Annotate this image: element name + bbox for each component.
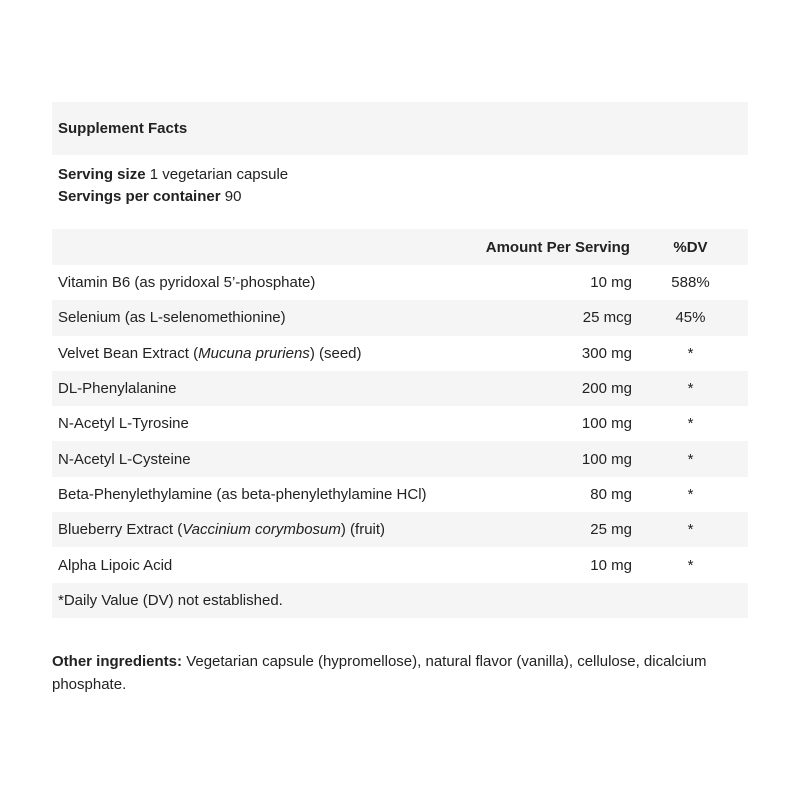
serving-size-label: Serving size — [58, 166, 146, 183]
table-row — [52, 336, 748, 371]
ingredient-amount-cell — [484, 406, 633, 441]
header-name — [52, 229, 484, 265]
ingredient-dv: * — [687, 344, 694, 362]
other-ingredients-text: Vegetarian capsule (hypromellose), natural flavor (vanilla), cellulose, dicalcium phosphate. — [52, 653, 707, 693]
table-row — [52, 477, 748, 512]
ingredient-name: DL-Phenylalanine — [58, 380, 177, 398]
ingredient-amount: 80 mg — [590, 485, 632, 503]
ingredient-amount-cell — [484, 477, 633, 512]
ingredient-name-prefix: Blueberry Extract ( — [58, 521, 183, 539]
ingredient-dv: * — [687, 521, 694, 539]
table-body — [52, 265, 748, 583]
other-ingredients — [52, 650, 752, 696]
ingredient-name: Vitamin B6 (as pyridoxal 5’-phosphate) — [58, 274, 316, 292]
header-amount — [484, 229, 633, 265]
ingredient-dv: 45% — [675, 309, 706, 327]
panel-title: Supplement Facts — [58, 120, 188, 137]
servings-per-container-label: Servings per container — [58, 188, 221, 205]
ingredient-latin-name: Mucuna pruriens — [198, 344, 310, 362]
ingredient-name — [52, 512, 484, 547]
supplement-facts-panel — [52, 102, 748, 618]
ingredient-amount-cell — [484, 547, 633, 582]
table-row — [52, 547, 748, 582]
ingredient-amount: 200 mg — [581, 380, 632, 398]
ingredient-dv: * — [687, 556, 694, 574]
ingredient-dv: 588% — [671, 274, 710, 292]
ingredient-dv: * — [687, 450, 694, 468]
ingredient-amount: 100 mg — [581, 415, 632, 433]
table-row — [52, 265, 748, 300]
ingredient-amount: 10 mg — [590, 556, 632, 574]
ingredient-amount-cell — [484, 265, 633, 300]
serving-size-value: 1 vegetarian capsule — [149, 166, 289, 183]
ingredient-dv: * — [687, 485, 694, 503]
header-dv: %DV — [673, 238, 708, 256]
footnote-text: *Daily Value (DV) not established. — [58, 591, 283, 609]
table-row — [52, 300, 748, 335]
panel-title-row — [52, 102, 748, 155]
ingredient-amount-cell — [484, 336, 633, 371]
ingredient-name: N-Acetyl L-Cysteine — [58, 450, 191, 468]
ingredient-amount: 300 mg — [581, 344, 632, 362]
servings-per-container-line — [58, 186, 748, 208]
ingredient-dv: * — [687, 380, 694, 398]
ingredient-latin-name: Vaccinium corymbosum — [182, 521, 341, 539]
ingredient-name-prefix: Velvet Bean Extract ( — [58, 344, 199, 362]
ingredient-amount: 25 mcg — [582, 309, 632, 327]
ingredient-name-suffix: ) (fruit) — [340, 521, 386, 539]
other-ingredients-label: Other ingredients: — [52, 653, 183, 670]
ingredient-amount: 100 mg — [581, 450, 632, 468]
ingredient-name — [52, 336, 484, 371]
ingredient-name: N-Acetyl L-Tyrosine — [58, 415, 189, 433]
ingredient-dv: * — [687, 415, 694, 433]
table-header-row — [52, 229, 748, 265]
ingredient-name: Beta-Phenylethylamine (as beta-phenylethylamine HCl) — [58, 485, 427, 503]
ingredient-name: Selenium (as L-selenomethionine) — [58, 309, 286, 327]
serving-info — [52, 155, 748, 218]
ingredient-name-suffix: ) (seed) — [309, 344, 362, 362]
supplement-facts-table — [52, 229, 748, 618]
table-row — [52, 406, 748, 441]
ingredient-name: Alpha Lipoic Acid — [58, 556, 173, 574]
ingredient-amount: 25 mg — [590, 521, 632, 539]
ingredient-amount: 10 mg — [590, 274, 632, 292]
header-amount-label: Amount Per Serving — [485, 238, 630, 256]
ingredient-amount-cell — [484, 300, 633, 335]
table-row — [52, 441, 748, 476]
table-row — [52, 512, 748, 547]
ingredient-amount-cell — [484, 512, 633, 547]
ingredient-amount-cell — [484, 371, 633, 406]
table-row — [52, 371, 748, 406]
ingredient-amount-cell — [484, 441, 633, 476]
footnote-row — [52, 583, 748, 618]
servings-per-container-value: 90 — [224, 188, 242, 205]
serving-size-line — [58, 164, 748, 186]
